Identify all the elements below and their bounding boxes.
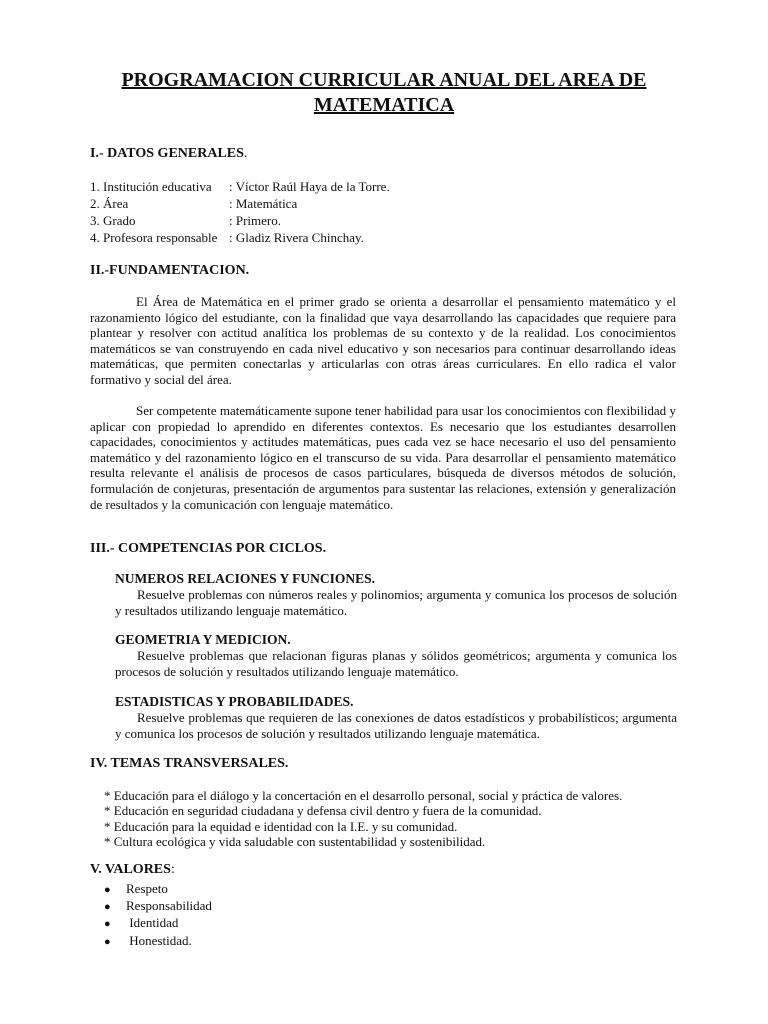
- competencia-title: NUMEROS RELACIONES Y FUNCIONES.: [115, 571, 376, 586]
- competencia-text: Resuelve problemas que requieren de las conexiones de datos estadísticos y probabilísticos; argumenta y comunica los procesos de solución y resultados utilizando lenguaje matemática.: [115, 710, 677, 741]
- datos-key: 4. Profesora responsable: [90, 230, 218, 245]
- bullet-icon: ●: [104, 918, 111, 930]
- bullet-icon: ●: [104, 901, 111, 913]
- valor-item: ● Respeto: [104, 880, 168, 899]
- title-line-1: PROGRAMACION CURRICULAR ANUAL DEL AREA DE: [121, 69, 647, 91]
- tema-item: * Educación para el diálogo y la concertación en el desarrollo personal, social y práctica de valores.: [104, 788, 623, 803]
- competencia-block: [115, 694, 677, 742]
- competencia-block: [115, 571, 677, 619]
- competencia-text: Resuelve problemas con números reales y polinomios; argumenta y comunica los procesos de solución y resultados utilizando lenguaje matemático.: [115, 587, 677, 618]
- datos-key: 3. Grado: [90, 213, 136, 228]
- fundamentacion-paragraph-1: El Área de Matemática en el primer grado se orienta a desarrollar el pensamiento matemático y el razonamiento lógico del estudiante, con la finalidad que vaya desarrollando las capacidades que requiere para plantear y resolver con actitud analítica los problemas de su contexto y de la realidad. Los conocimientos matemáticos se van construyendo en cada nivel educativo y son necesarios para continuar desarrollando ideas matemáticas, que permiten conectarlas y articularlas con otras áreas curriculares. En ello radica el valor formativo y social del área.: [90, 294, 676, 387]
- section-heading-temas: IV. TEMAS TRANSVERSALES.: [90, 756, 289, 771]
- valor-item: ● Honestidad.: [104, 932, 192, 951]
- datos-row: [90, 196, 297, 212]
- competencia-text: Resuelve problemas que relacionan figuras planas y sólidos geométricos; argumenta y comunica los procesos de solución y resultados utilizando lenguaje matemático.: [115, 648, 677, 679]
- tema-item: * Cultura ecológica y vida saludable con sustentabilidad y sostenibilidad.: [104, 834, 486, 849]
- section-heading-fundamentacion: II.-FUNDAMENTACION.: [90, 263, 250, 278]
- datos-value: : Primero.: [229, 213, 281, 228]
- datos-key: 2. Área: [90, 196, 129, 211]
- datos-key: 1. Institución educativa: [90, 179, 212, 194]
- competencia-title: ESTADISTICAS Y PROBABILIDADES.: [115, 694, 354, 709]
- tema-item: * Educación en seguridad ciudadana y defensa civil dentro y fuera de la comunidad.: [104, 803, 542, 818]
- section-heading-datos: I.- DATOS GENERALES.: [90, 146, 248, 161]
- document-title: [0, 68, 768, 118]
- title-line-2: MATEMATICA: [313, 94, 455, 116]
- valor-item: ● Responsabilidad: [104, 897, 212, 916]
- datos-value: : Víctor Raúl Haya de la Torre.: [229, 179, 390, 194]
- competencia-block: [115, 632, 677, 680]
- valor-item: ● Identidad: [104, 914, 178, 933]
- fundamentacion-paragraph-2: Ser competente matemáticamente supone tener habilidad para usar los conocimientos con flexibilidad y aplicar con propiedad lo aprendido en diferentes contextos. Es necesario que los estudiantes desarrollen capacidades, conocimientos y actitudes matemáticas, pues cada vez se hace necesario el uso del pensamiento matemático y del razonamiento lógico en el transcurso de su vida. Para desarrollar el pensamiento matemático resulta relevante el análisis de procesos de casos particulares, búsqueda de diversos métodos de solución, formulación de conjeturas, presentación de argumentos para sustentar las relaciones, extensión y generalización de resultados y la comunicación con lenguaje matemático.: [90, 403, 676, 512]
- competencia-title: GEOMETRIA Y MEDICION.: [115, 632, 291, 647]
- tema-item: * Educación para la equidad e identidad con la I.E. y su comunidad.: [104, 819, 458, 834]
- bullet-icon: ●: [104, 936, 111, 948]
- datos-row: [90, 230, 364, 246]
- datos-value: : Gladiz Rivera Chinchay.: [229, 230, 364, 245]
- bullet-icon: ●: [104, 884, 111, 896]
- datos-value: : Matemática: [229, 196, 298, 211]
- datos-row: [90, 179, 390, 195]
- datos-row: [90, 213, 281, 229]
- section-heading-valores: V. VALORES:: [90, 862, 175, 877]
- section-heading-competencias: III.- COMPETENCIAS POR CICLOS.: [90, 541, 327, 556]
